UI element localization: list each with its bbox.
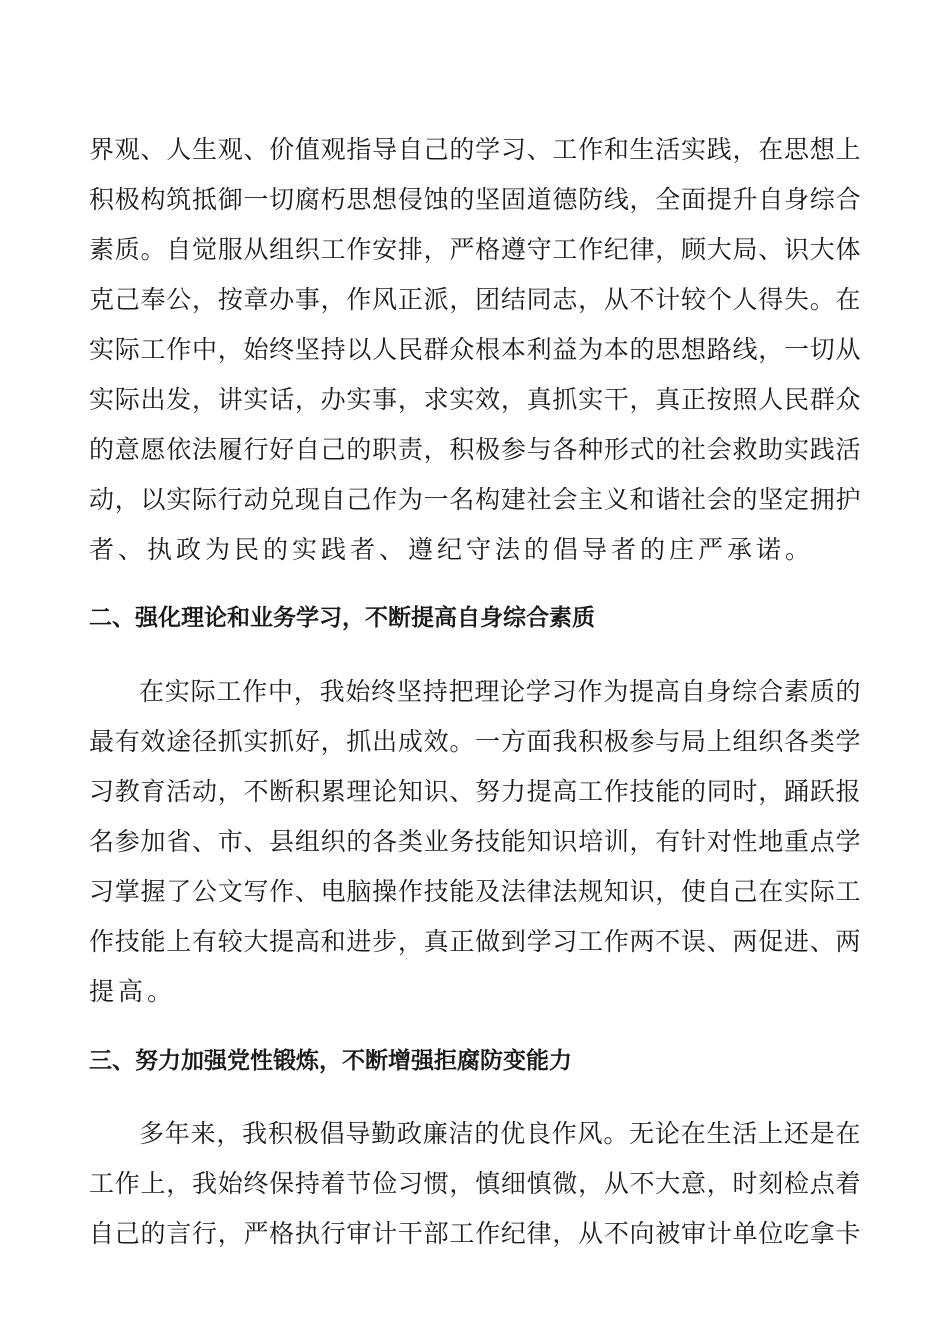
paragraph-2-line-5: 习掌握了公文写作、电脑操作技能及法律法规知识，使自己在实际工 xyxy=(89,877,861,906)
paragraph-1-line-4: 克己奉公，按章办事，作风正派，团结同志，从不计较个人得失。在 xyxy=(89,285,861,314)
paragraph-1-line-2: 积极构筑抵御一切腐朽思想侵蚀的坚固道德防线，全面提升自身综合 xyxy=(89,185,861,214)
paragraph-2-line-4: 名参加省、市、县组织的各类业务技能知识培训，有针对性地重点学 xyxy=(89,827,861,856)
paragraph-3-line-2: 工作上，我始终保持着节俭习惯，慎细慎微，从不大意，时刻检点着 xyxy=(89,1169,861,1198)
paragraph-2-line-2: 最有效途径抓实抓好，抓出成效。一方面我积极参与局上组织各类学 xyxy=(89,727,861,756)
section-heading-3: 三、努力加强党性锻炼，不断增强拒腐防变能力 xyxy=(89,1048,572,1074)
section-heading-2: 二、强化理论和业务学习，不断提高自身综合素质 xyxy=(89,605,595,631)
paragraph-2-line-7: 提高。 xyxy=(89,977,177,1006)
paragraph-2-line-1: 在实际工作中，我始终坚持把理论学习作为提高自身综合素质的 xyxy=(139,677,861,706)
paragraph-2-line-6: 作技能上有较大提高和进步，真正做到学习工作两不误、两促进、两 xyxy=(89,927,861,956)
paragraph-3-line-1: 多年来，我积极倡导勤政廉洁的优良作风。无论在生活上还是在 xyxy=(139,1119,861,1148)
paragraph-1-line-1: 界观、人生观、价值观指导自己的学习、工作和生活实践，在思想上 xyxy=(89,135,861,164)
paragraph-1-line-9: 者、执政为民的实践者、遵纪守法的倡导者的庄严承诺。 xyxy=(89,535,815,564)
paragraph-1-line-6: 实际出发，讲实话，办实事，求实效，真抓实干，真正按照人民群众 xyxy=(89,385,861,414)
paragraph-3-line-3: 自己的言行，严格执行审计干部工作纪律，从不向被审计单位吃拿卡 xyxy=(89,1219,861,1248)
paragraph-1-line-8: 动，以实际行动兑现自己作为一名构建社会主义和谐社会的坚定拥护 xyxy=(89,485,861,514)
paragraph-1-line-5: 实际工作中，始终坚持以人民群众根本利益为本的思想路线，一切从 xyxy=(89,335,861,364)
paragraph-1-line-7: 的意愿依法履行好自己的职责，积极参与各种形式的社会救助实践活 xyxy=(89,435,861,464)
paragraph-2-line-3: 习教育活动，不断积累理论知识、努力提高工作技能的同时，踊跃报 xyxy=(89,777,861,806)
paragraph-1-line-3: 素质。自觉服从组织工作安排，严格遵守工作纪律，顾大局、识大体 xyxy=(89,235,861,264)
